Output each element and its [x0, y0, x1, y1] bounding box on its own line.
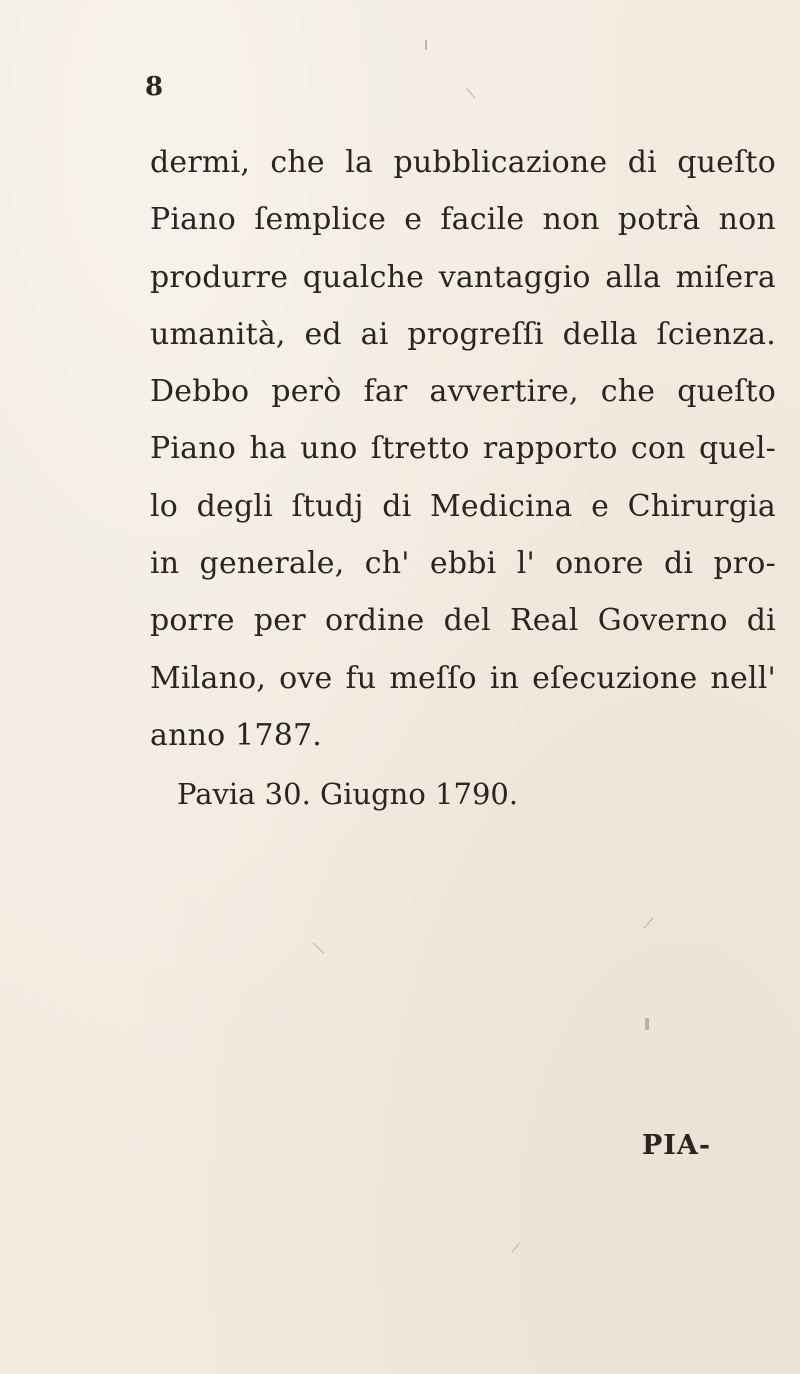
word: nell' — [710, 660, 776, 696]
paper-speck — [511, 1243, 519, 1253]
text-line — [150, 306, 776, 363]
word: rapporto — [482, 431, 618, 467]
word: dermi, — [150, 145, 251, 180]
word: ſcienza. — [656, 316, 776, 352]
word: per — [253, 603, 306, 639]
word: Debbo — [150, 374, 250, 410]
word: però — [271, 374, 342, 410]
word: far — [363, 374, 408, 410]
word: ch' — [364, 546, 410, 582]
word: lo — [150, 488, 179, 524]
text-line — [150, 134, 776, 191]
word: che — [270, 145, 325, 180]
word: Piano — [150, 431, 237, 467]
word: di — [746, 603, 776, 639]
word: Medicina — [430, 488, 573, 524]
word: meſſo — [389, 660, 477, 696]
word: ſtretto — [370, 431, 470, 467]
word: progreſſi — [407, 316, 544, 352]
word: eſecuzione — [532, 660, 698, 696]
text-line — [150, 478, 776, 535]
word: ai — [360, 316, 389, 352]
word: produrre — [150, 259, 289, 295]
word: non — [718, 202, 776, 238]
word: miſera — [675, 259, 776, 295]
word: alla — [605, 259, 662, 295]
word: di — [663, 546, 694, 582]
word: Governo — [597, 603, 728, 639]
word: ebbi — [429, 546, 497, 582]
word: ove — [279, 660, 333, 696]
word: di — [627, 145, 657, 180]
text-line — [150, 191, 776, 248]
word: Chirurgia — [627, 488, 776, 524]
word: fu — [345, 660, 377, 696]
paper-speck — [425, 40, 427, 50]
word: in — [150, 546, 180, 582]
word: ſtudj — [291, 488, 364, 524]
word: della — [562, 316, 638, 352]
text-line — [150, 249, 776, 306]
word: uno — [300, 431, 358, 467]
word: facile — [440, 202, 525, 238]
word: e — [404, 202, 423, 238]
word: umanità, — [150, 316, 286, 352]
word: in — [489, 660, 520, 696]
catchword: PIA- — [642, 1130, 712, 1161]
text-line-last: anno 1787. — [150, 717, 323, 753]
word: con — [630, 431, 686, 467]
word: avvertire, — [429, 374, 579, 410]
word: queſto — [677, 145, 776, 180]
word: potrà — [617, 202, 701, 238]
text-line — [150, 650, 776, 707]
text-line — [150, 535, 776, 592]
word: onore — [555, 546, 644, 582]
word: ha — [249, 431, 287, 467]
word: queſto — [677, 374, 776, 410]
word: ſemplice — [254, 202, 387, 238]
paper-speck — [466, 87, 476, 98]
body-text — [150, 134, 776, 764]
word: generale, — [199, 546, 345, 582]
word: Real — [509, 603, 579, 639]
word: non — [542, 202, 600, 238]
word: ordine — [324, 603, 425, 639]
text-line — [150, 363, 776, 420]
word: Milano, — [150, 660, 267, 696]
text-line — [150, 592, 776, 649]
word: la — [345, 145, 374, 180]
text-line — [150, 420, 776, 477]
word: pubblicazione — [393, 145, 608, 180]
word: porre — [150, 603, 235, 639]
word: degli — [196, 488, 274, 524]
dateline: Pavia 30. Giugno 1790. — [177, 777, 519, 811]
word: e — [591, 488, 610, 524]
word: qualche — [302, 259, 425, 295]
word: di — [382, 488, 412, 524]
word: che — [600, 374, 656, 410]
page-number: 8 — [145, 72, 164, 102]
word: vantaggio — [438, 259, 591, 295]
paper-speck — [645, 1018, 649, 1030]
word: l' — [516, 546, 535, 582]
word: Piano — [150, 202, 237, 238]
word: ed — [304, 316, 342, 352]
word: del — [443, 603, 491, 639]
paper-speck — [644, 917, 654, 928]
word: pro- — [713, 546, 776, 582]
paper-speck — [312, 942, 324, 954]
word: quel- — [698, 431, 776, 467]
